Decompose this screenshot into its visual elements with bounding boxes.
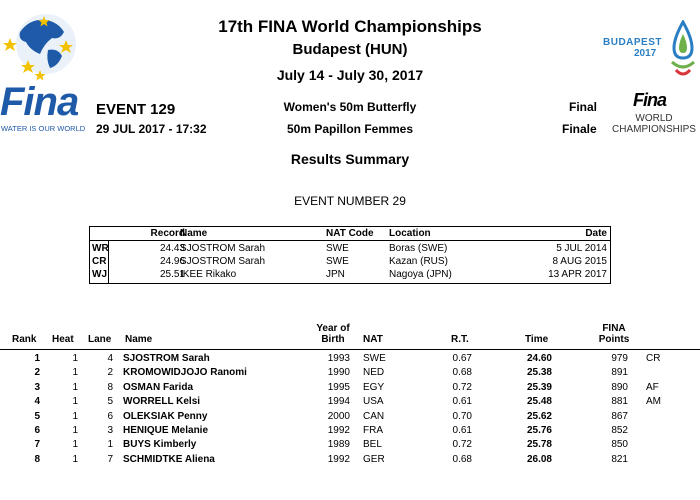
result-nat: BEL [363,439,382,451]
result-heat: 1 [72,381,78,393]
results-header-rt: R.T. [451,334,469,345]
result-rank: 7 [34,439,40,451]
result-year-of-birth: 1990 [327,367,350,379]
record-date: 13 APR 2017 [548,269,607,280]
result-time: 25.39 [526,381,552,393]
world-championships-logo [608,92,700,137]
phase-fr: Finale [562,122,597,136]
record-time: 24.43 [159,243,185,254]
result-reaction-time: 0.68 [452,367,472,379]
record-nat: SWE [326,243,349,254]
event-name-en: Women's 50m Butterfly [283,100,417,114]
result-fina-points: 867 [611,410,628,422]
record-location: Boras (SWE) [389,243,448,254]
fina-wordmark: Fina [0,80,79,124]
result-time: 25.76 [526,425,552,436]
result-lane: 1 [107,439,113,451]
result-year-of-birth: 1994 [327,396,350,408]
table-row [0,424,700,438]
result-heat: 1 [72,439,78,451]
budapest-logo-text: BUDAPEST [603,37,663,48]
records-header-name: Name [180,228,208,239]
result-time: 25.78 [526,439,552,451]
table-row [0,381,700,395]
results-header-lane: Lane [88,334,112,345]
record-date: 5 JUL 2014 [556,243,607,254]
result-reaction-time: 0.68 [452,453,472,465]
results-header-nat: NAT [363,334,383,345]
results-summary-heading: Results Summary [290,151,410,167]
result-rank: 2 [34,367,40,379]
result-name: KROMOWIDJOJO Ranomi [123,367,247,379]
result-lane: 4 [107,353,113,364]
fina-logo [0,10,92,135]
result-lane: 8 [107,381,113,393]
result-heat: 1 [72,353,78,364]
result-time: 26.08 [526,453,552,465]
result-reaction-time: 0.70 [452,410,472,422]
record-time: 24.96 [159,256,185,267]
result-year-of-birth: 1995 [327,381,350,393]
event-name-fr: 50m Papillon Femmes [286,122,414,136]
result-record-flag: CR [646,353,661,364]
result-lane: 6 [107,410,113,422]
table-row [0,352,700,366]
budapest-logo-year: 2017 [634,48,657,59]
result-name: SCHMIDTKE Aliena [123,453,215,465]
result-fina-points: 821 [611,453,628,465]
records-header-location: Location [389,228,431,239]
result-nat: GER [363,453,385,465]
result-rank: 3 [34,381,40,393]
result-time: 25.62 [526,410,552,422]
event-number: EVENT NUMBER 29 [294,194,406,208]
result-time: 25.38 [526,367,552,379]
table-row [0,395,700,409]
result-heat: 1 [72,425,78,436]
results-header-time: Time [525,334,549,345]
budapest-2017-logo [596,18,700,84]
results-header-rule [0,349,700,350]
results-header-points-line1: FINA [602,323,626,334]
record-time: 25.51 [159,269,185,280]
result-heat: 1 [72,410,78,422]
records-row [90,255,610,268]
table-row [0,366,700,380]
results-header-points-line2: Points [598,334,630,345]
records-header-record: Record [150,228,185,239]
record-code: WJ [92,269,107,280]
result-heat: 1 [72,396,78,408]
table-row [0,438,700,452]
result-name: WORRELL Kelsi [123,396,201,408]
result-year-of-birth: 1989 [327,439,350,451]
phase-en: Final [569,100,598,114]
table-row [0,453,700,467]
result-year-of-birth: 2000 [327,410,350,422]
record-date: 8 AUG 2015 [552,256,607,267]
records-header-row [90,227,610,241]
results-header [0,320,700,348]
result-nat: CAN [363,410,385,422]
result-reaction-time: 0.67 [452,353,472,364]
result-fina-points: 890 [611,381,628,393]
championship-city: Budapest (HUN) [292,41,408,58]
result-lane: 3 [107,425,113,436]
result-lane: 2 [107,367,113,379]
result-fina-points: 852 [611,425,628,436]
wc-line2: CHAMPIONSHIPS [612,124,696,135]
result-heat: 1 [72,453,78,465]
wc-line1: WORLD [635,113,673,124]
result-rank: 4 [34,396,40,408]
result-rank: 5 [34,410,40,422]
event-label: EVENT 129 [96,101,176,118]
result-name: HENIQUE Melanie [123,425,209,436]
championship-dates: July 14 - July 30, 2017 [276,67,424,83]
result-nat: EGY [363,381,385,393]
result-name: SJOSTROM Sarah [123,353,210,364]
record-holder: SJOSTROM Sarah [180,243,266,254]
result-reaction-time: 0.72 [452,439,472,451]
result-rank: 1 [34,353,40,364]
event-datetime: 29 JUL 2017 - 17:32 [96,122,207,136]
result-fina-points: 891 [611,367,628,379]
result-reaction-time: 0.61 [452,425,472,436]
records-row [90,268,610,281]
results-header-heat: Heat [52,334,74,345]
result-reaction-time: 0.61 [452,396,472,408]
result-rank: 8 [34,453,40,465]
result-nat: SWE [363,353,386,364]
records-header-nat: NAT Code [326,228,374,239]
result-year-of-birth: 1992 [327,425,350,436]
result-time: 25.48 [526,396,552,408]
record-location: Kazan (RUS) [389,256,448,267]
record-holder: SJOSTROM Sarah [180,256,266,267]
result-fina-points: 979 [611,353,628,364]
record-code: CR [92,256,107,267]
result-name: BUYS Kimberly [123,439,197,451]
result-heat: 1 [72,367,78,379]
water-drop-icon [668,20,698,82]
record-nat: SWE [326,256,349,267]
records-row [90,242,610,255]
result-nat: USA [363,396,384,408]
results-header-rank: Rank [12,334,37,345]
results-header-yob-line2: Birth [321,334,345,345]
championship-title: 17th FINA World Championships [218,17,482,36]
result-year-of-birth: 1993 [327,353,350,364]
result-reaction-time: 0.72 [452,381,472,393]
records-table [89,226,611,284]
result-nat: FRA [363,425,383,436]
result-lane: 7 [107,453,113,465]
record-location: Nagoya (JPN) [389,269,452,280]
result-fina-points: 881 [611,396,628,408]
record-nat: JPN [326,269,345,280]
result-lane: 5 [107,396,113,408]
result-record-flag: AM [646,396,661,408]
results-header-yob-line1: Year of [316,323,350,334]
records-header-date: Date [585,228,607,239]
table-row [0,410,700,424]
fina-tagline: WATER IS OUR WORLD [1,124,86,133]
results-header-name: Name [125,334,153,345]
result-year-of-birth: 1992 [327,453,350,465]
record-code: WR [92,243,109,254]
result-name: OLEKSIAK Penny [123,410,208,422]
record-holder: IKEE Rikako [180,269,237,280]
result-nat: NED [363,367,385,379]
result-time: 24.60 [526,353,552,364]
result-record-flag: AF [646,381,659,393]
result-name: OSMAN Farida [123,381,194,393]
result-fina-points: 850 [611,439,628,451]
result-rank: 6 [34,425,40,436]
wc-fina-wordmark: Fina [633,90,667,110]
